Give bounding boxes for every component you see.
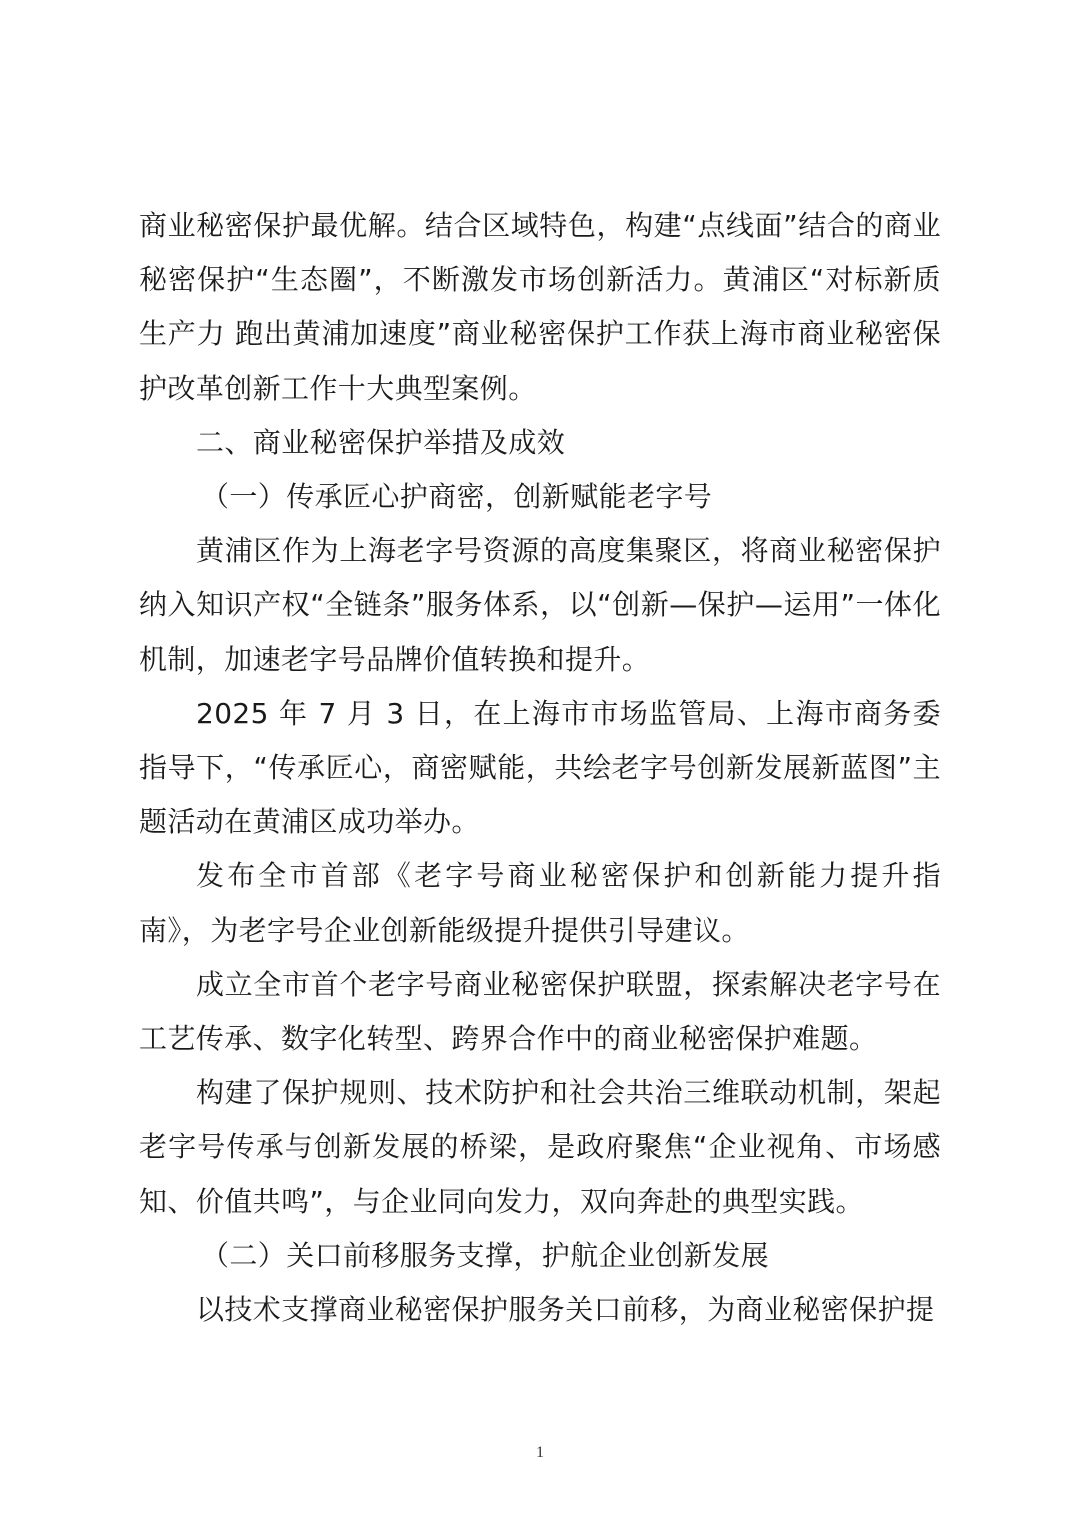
paragraph: 成立全市首个老字号商业秘密保护联盟，探索解决老字号在工艺传承、数字化转型、跨界合作中的商业秘密保护难题。: [139, 967, 941, 1056]
paragraph: 2025 年 7 月 3 日，在上海市市场监管局、上海市商务委指导下，“传承匠心，商密赋能，共绘老字号创新发展新蓝图”主题活动在黄浦区成功举办。: [139, 696, 941, 839]
section-heading: 二、商业秘密保护举措及成效: [196, 425, 566, 459]
subsection-heading: （一）传承匠心护商密，创新赋能老字号: [201, 480, 713, 514]
page-number: 1: [536, 1444, 544, 1461]
subsection-heading: （二）关口前移服务支撑，护航企业创新发展: [201, 1238, 770, 1272]
paragraph: 以技术支撑商业秘密保护服务关口前移，为商业秘密保护提: [196, 1293, 935, 1327]
paragraph: 黄浦区作为上海老字号资源的高度集聚区，将商业秘密保护纳入知识产权“全链条”服务体系，以“创新—保护—运用”一体化机制，加速老字号品牌价值转换和提升。: [139, 534, 941, 676]
paragraph: 发布全市首部《老字号商业秘密保护和创新能力提升指南》，为老字号企业创新能级提升提供引导建议。: [139, 859, 941, 947]
paragraph-continuation: 商业秘密保护最优解。结合区域特色，构建“点线面”结合的商业秘密保护“生态圈”，不断激发市场创新活力。黄浦区“对标新质生产力 跑出黄浦加速度”商业秘密保护工作获上海市商业秘密保护改革创新工作十大典型案例。: [139, 209, 941, 405]
paragraph: 构建了保护规则、技术防护和社会共治三维联动机制，架起老字号传承与创新发展的桥梁，是政府聚焦“企业视角、市场感知、价值共鸣”，与企业同向发力，双向奔赴的典型实践。: [139, 1076, 941, 1218]
document-body: [139, 199, 941, 1337]
